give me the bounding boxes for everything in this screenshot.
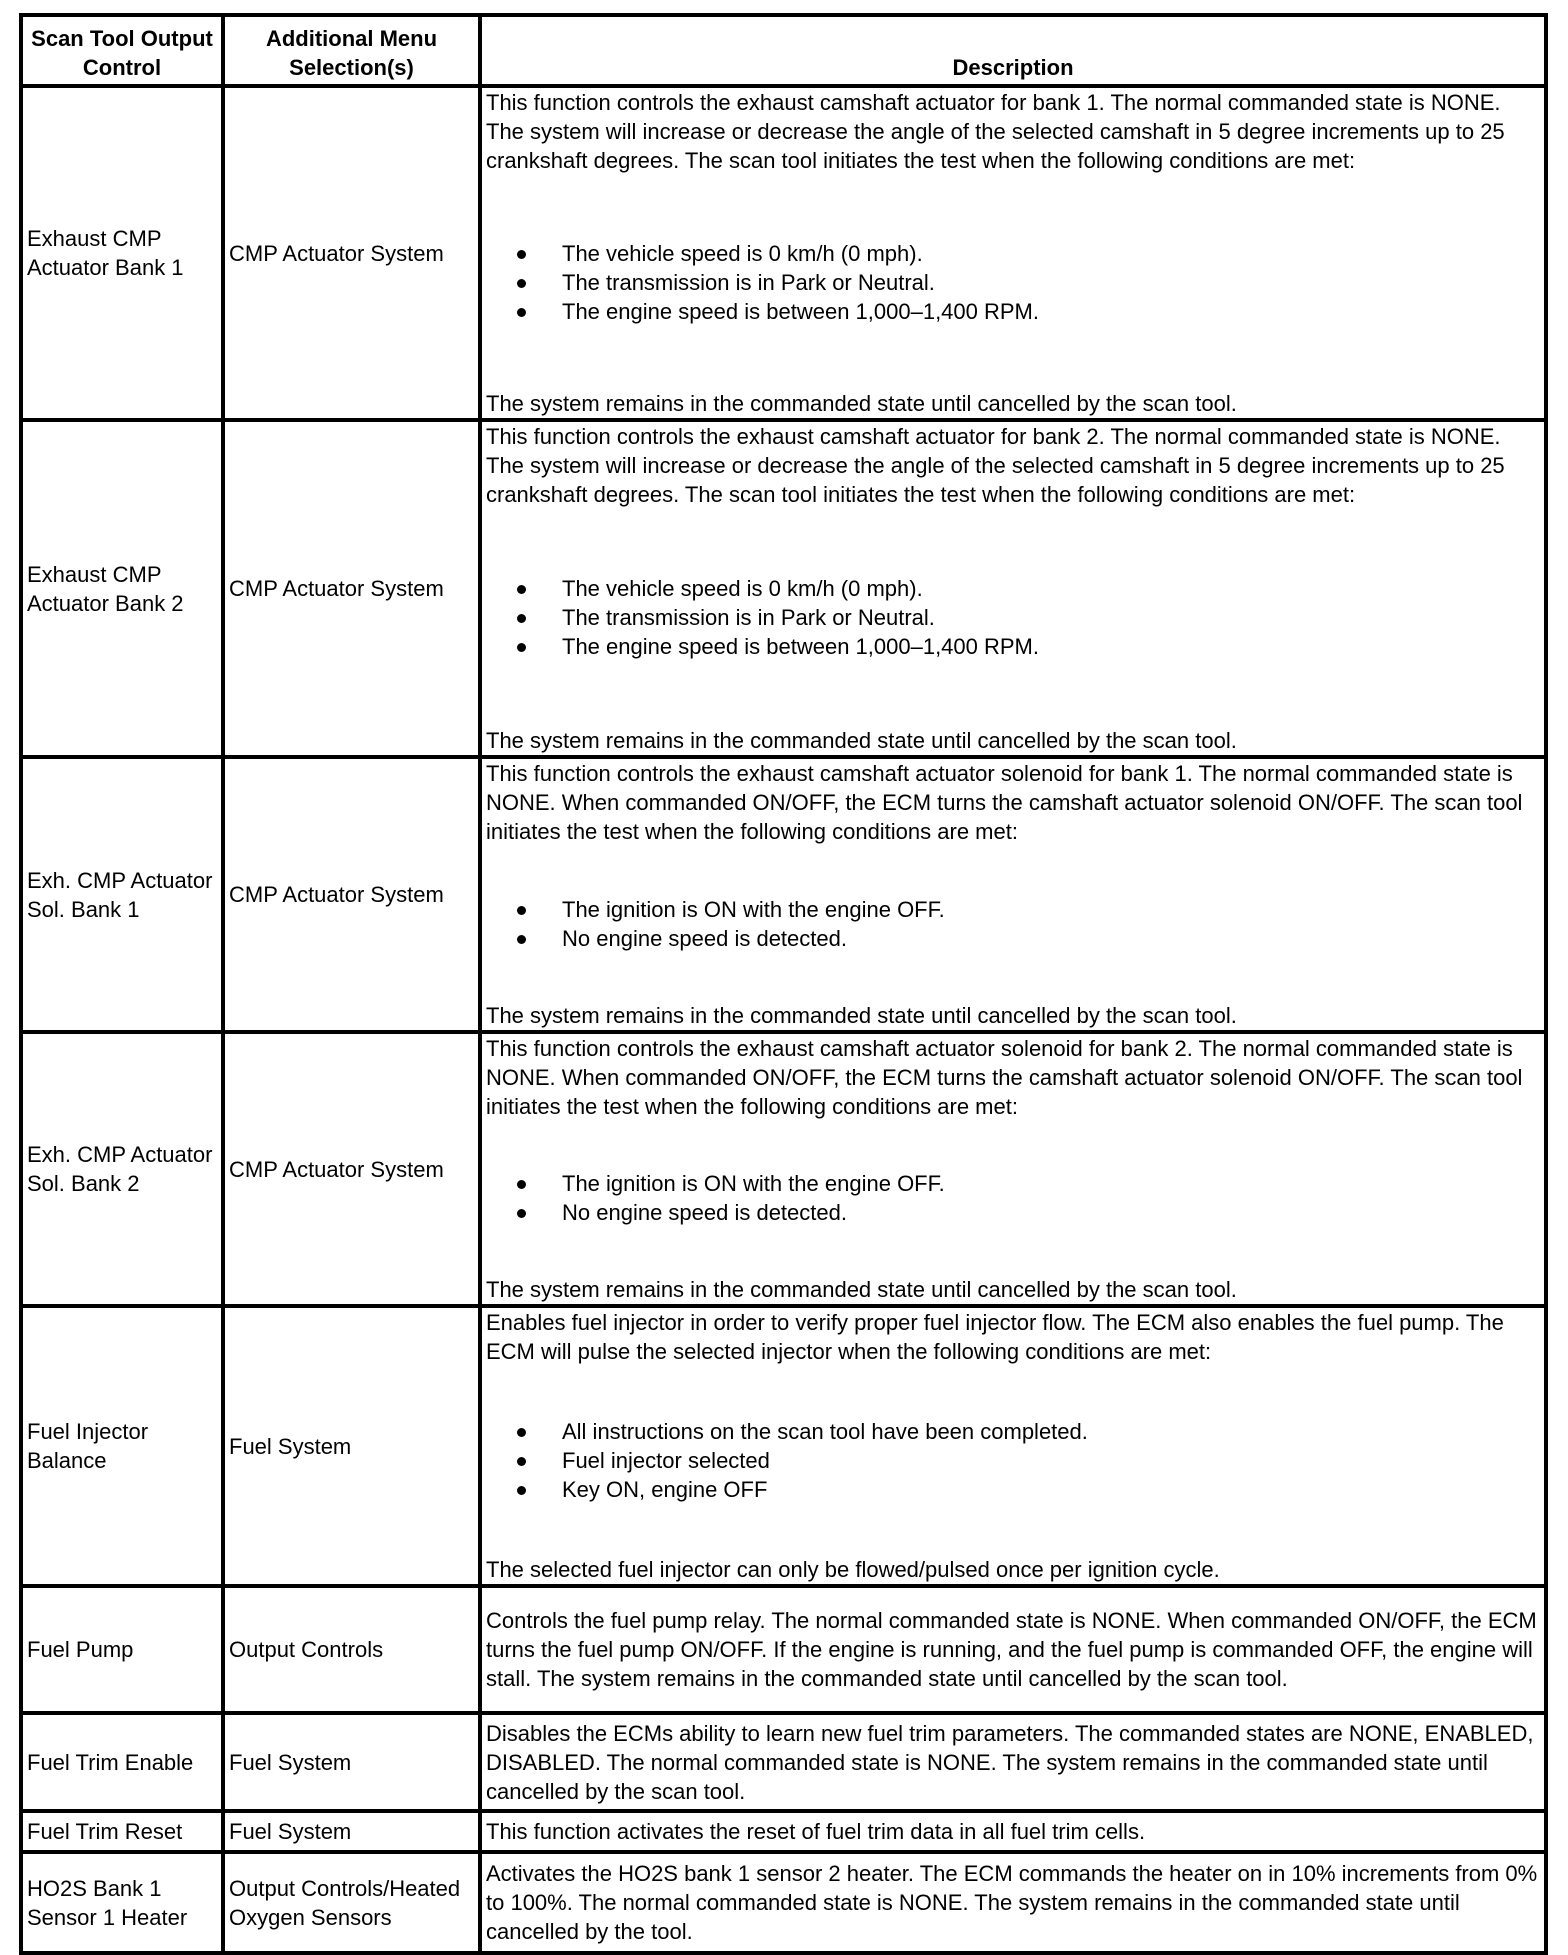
condition-item: No engine speed is detected. xyxy=(562,1198,1540,1227)
condition-item: Fuel injector selected xyxy=(562,1446,1540,1475)
description-intro: This function controls the exhaust camshaft actuator for bank 2. The normal commanded state is NONE. The system will increase or decrease the angle of the selected camshaft in 5 degree increments up to 25 crankshaft degrees. The scan tool initiates the test when the following conditions are met: xyxy=(486,424,1505,507)
description-cell xyxy=(480,86,1546,420)
header-description: Description xyxy=(480,15,1546,86)
header-row xyxy=(21,15,1546,86)
menu-selection-cell: CMP Actuator System xyxy=(223,86,480,420)
conditions-list xyxy=(486,1169,1540,1227)
table-row xyxy=(21,1032,1546,1306)
condition-item: The engine speed is between 1,000–1,400 RPM. xyxy=(562,297,1540,326)
menu-selection-cell: Fuel System xyxy=(223,1713,480,1811)
description-cell xyxy=(480,420,1546,757)
description-cell xyxy=(480,1032,1546,1306)
output-control-cell: Exhaust CMP Actuator Bank 2 xyxy=(21,420,223,757)
description-cell: Disables the ECMs ability to learn new fuel trim parameters. The commanded states are NONE, ENABLED, DISABLED. The normal commanded state is NONE. The system remains in the commanded state until cancelled by the scan tool. xyxy=(480,1713,1546,1811)
description-intro: This function controls the exhaust camshaft actuator solenoid for bank 1. The normal commanded state is NONE. When commanded ON/OFF, the ECM turns the camshaft actuator solenoid ON/OFF. The scan tool initiates the test when the following conditions are met: xyxy=(486,761,1523,844)
condition-item: No engine speed is detected. xyxy=(562,924,1540,953)
table-row xyxy=(21,420,1546,757)
conditions-list xyxy=(486,1417,1540,1504)
table-row xyxy=(21,1713,1546,1811)
menu-selection-cell: Fuel System xyxy=(223,1306,480,1586)
table-row xyxy=(21,1306,1546,1586)
table-row xyxy=(21,1811,1546,1852)
table-row xyxy=(21,757,1546,1032)
description-outro: The system remains in the commanded state until cancelled by the scan tool. xyxy=(486,391,1237,416)
output-control-cell: Fuel Pump xyxy=(21,1586,223,1713)
conditions-list xyxy=(486,239,1540,326)
condition-item: The ignition is ON with the engine OFF. xyxy=(562,895,1540,924)
description-cell: Controls the fuel pump relay. The normal commanded state is NONE. When commanded ON/OFF, the ECM turns the fuel pump ON/OFF. If the engine is running, and the fuel pump is commanded OFF, the engine will stall. The system remains in the commanded state until cancelled by the scan tool. xyxy=(480,1586,1546,1713)
description-cell xyxy=(480,1306,1546,1586)
menu-selection-cell: CMP Actuator System xyxy=(223,1032,480,1306)
menu-selection-cell: Fuel System xyxy=(223,1811,480,1852)
description-outro: The system remains in the commanded state until cancelled by the scan tool. xyxy=(486,728,1237,753)
description-intro: This function controls the exhaust camshaft actuator for bank 1. The normal commanded state is NONE. The system will increase or decrease the angle of the selected camshaft in 5 degree increments up to 25 crankshaft degrees. The scan tool initiates the test when the following conditions are met: xyxy=(486,90,1505,173)
menu-selection-cell: Output Controls/Heated Oxygen Sensors xyxy=(223,1852,480,1953)
description-cell: Activates the HO2S bank 1 sensor 2 heater. The ECM commands the heater on in 10% increments from 0% to 100%. The normal commanded state is NONE. The system remains in the commanded state until cancelled by the tool. xyxy=(480,1852,1546,1953)
condition-item: The ignition is ON with the engine OFF. xyxy=(562,1169,1540,1198)
output-control-cell: Exhaust CMP Actuator Bank 1 xyxy=(21,86,223,420)
description-outro: The selected fuel injector can only be flowed/pulsed once per ignition cycle. xyxy=(486,1557,1220,1582)
description-outro: The system remains in the commanded state until cancelled by the scan tool. xyxy=(486,1277,1237,1302)
table-row xyxy=(21,1852,1546,1953)
menu-selection-cell: CMP Actuator System xyxy=(223,757,480,1032)
table-row xyxy=(21,86,1546,420)
menu-selection-cell: CMP Actuator System xyxy=(223,420,480,757)
condition-item: The transmission is in Park or Neutral. xyxy=(562,603,1540,632)
output-control-cell: Exh. CMP Actuator Sol. Bank 1 xyxy=(21,757,223,1032)
header-output-control: Scan Tool Output Control xyxy=(21,15,223,86)
header-menu-selection: Additional Menu Selection(s) xyxy=(223,15,480,86)
output-control-cell: HO2S Bank 1 Sensor 1 Heater xyxy=(21,1852,223,1953)
condition-item: The vehicle speed is 0 km/h (0 mph). xyxy=(562,239,1540,268)
output-control-cell: Fuel Injector Balance xyxy=(21,1306,223,1586)
output-control-cell: Fuel Trim Enable xyxy=(21,1713,223,1811)
menu-selection-cell: Output Controls xyxy=(223,1586,480,1713)
conditions-list xyxy=(486,895,1540,953)
description-cell: This function activates the reset of fuel trim data in all fuel trim cells. xyxy=(480,1811,1546,1852)
description-outro: The system remains in the commanded state until cancelled by the scan tool. xyxy=(486,1003,1237,1028)
condition-item: The engine speed is between 1,000–1,400 RPM. xyxy=(562,632,1540,661)
condition-item: Key ON, engine OFF xyxy=(562,1475,1540,1504)
description-intro: Enables fuel injector in order to verify proper fuel injector flow. The ECM also enables the fuel pump. The ECM will pulse the selected injector when the following conditions are met: xyxy=(486,1310,1504,1364)
description-intro: This function controls the exhaust camshaft actuator solenoid for bank 2. The normal commanded state is NONE. When commanded ON/OFF, the ECM turns the camshaft actuator solenoid ON/OFF. The scan tool initiates the test when the following conditions are met: xyxy=(486,1036,1523,1119)
output-control-cell: Fuel Trim Reset xyxy=(21,1811,223,1852)
table-row xyxy=(21,1586,1546,1713)
output-controls-table xyxy=(19,13,1548,1955)
condition-item: The transmission is in Park or Neutral. xyxy=(562,268,1540,297)
condition-item: All instructions on the scan tool have been completed. xyxy=(562,1417,1540,1446)
conditions-list xyxy=(486,574,1540,661)
condition-item: The vehicle speed is 0 km/h (0 mph). xyxy=(562,574,1540,603)
output-control-cell: Exh. CMP Actuator Sol. Bank 2 xyxy=(21,1032,223,1306)
description-cell xyxy=(480,757,1546,1032)
